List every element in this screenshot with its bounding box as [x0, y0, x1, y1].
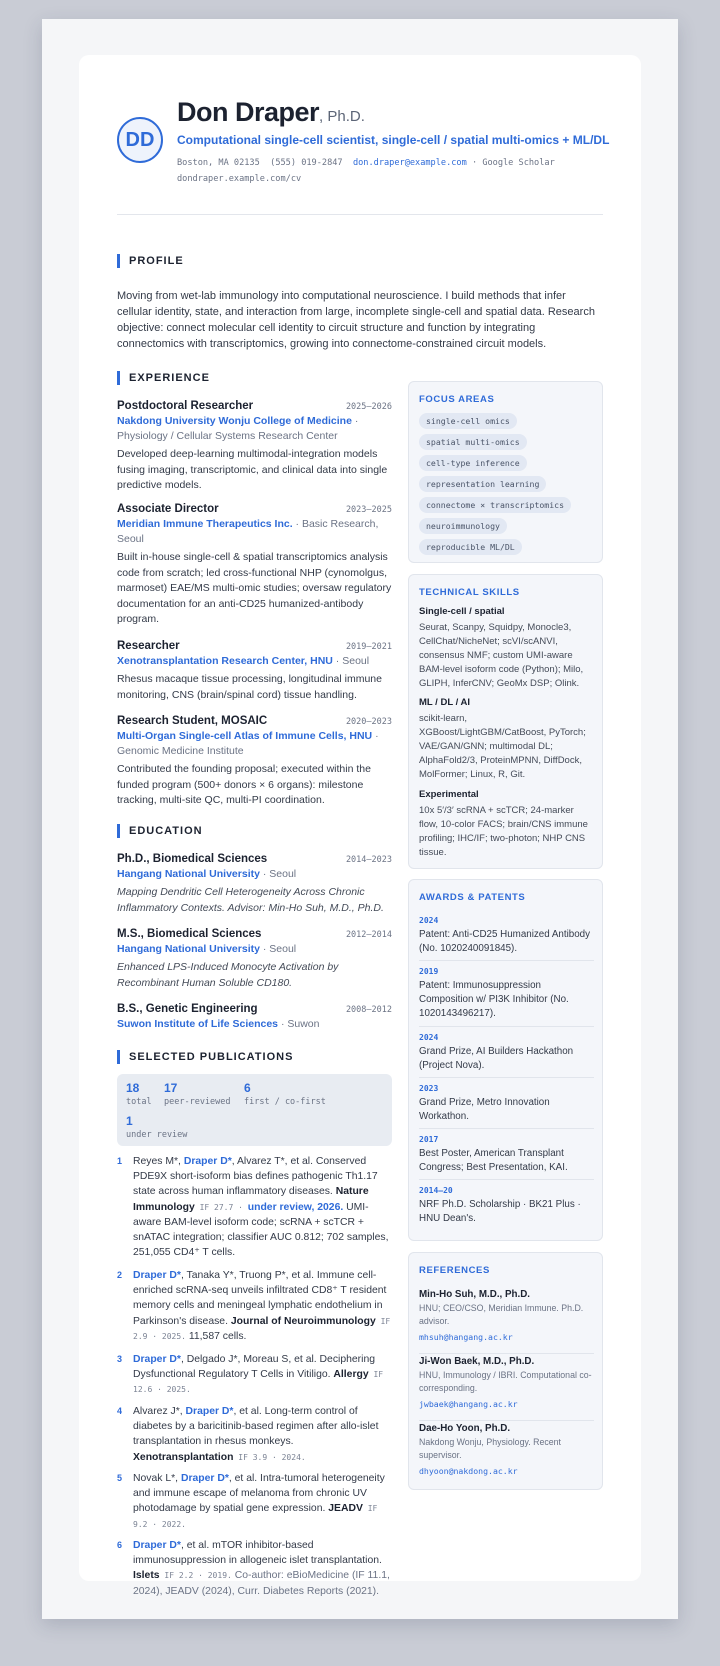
- award-item: 2024 Patent: Anti-CD25 Humanized Antibody (No. 1020240091845).: [419, 916, 591, 954]
- skill-group-heading: Single-cell / spatial: [419, 606, 505, 617]
- focus-tag: single-cell omics: [419, 413, 517, 429]
- degree-dates: 2008–2012: [345, 1005, 392, 1015]
- school-location: · Seoul: [259, 868, 297, 880]
- job-role: Associate Director: [117, 503, 219, 515]
- degree-dates: 2012–2014: [345, 930, 392, 940]
- degree-dates: 2014–2023: [345, 855, 392, 865]
- skill-group-body: Seurat, Scanpy, Squidpy, Monocle3, CellChat/NicheNet; scVI/scANVI, consensus NMF; custom UMI-aware BAM-level isoform code (Python); Milo, GLIPH, InferCNV; GeoMx DSP; Olink.: [419, 622, 584, 689]
- award-divider: [419, 1179, 594, 1180]
- reference-email[interactable]: jwbaek@hangang.ac.kr: [419, 1399, 518, 1409]
- publication-item: 2 Draper D*, Tanaka Y*, Truong P*, et al. Immune cell-enriched scRNA-seq unveils infiltrated CD8⁺ T resident memory cells and meningeal lymphatic endothelium in Parkinson's disease. Journal of Neuroimmunology IF 2.9 · 2025. 11,587 cells.: [117, 1270, 391, 1342]
- job-role: Research Student, MOSAIC: [117, 715, 268, 727]
- location: Boston, MA 02135: [177, 158, 260, 168]
- resume-sheet: [42, 19, 678, 1619]
- stat-peer-reviewed: 17 peer-reviewed: [164, 1081, 231, 1107]
- award-divider: [419, 1026, 594, 1027]
- technical-skills-panel: [408, 574, 603, 869]
- reference-email[interactable]: mhsuh@hangang.ac.kr: [419, 1332, 513, 1342]
- publication-item: 3 Draper D*, Delgado J*, Moreau S, et al. Deciphering Dysfunctional Regulatory T Cells in Vitiligo. Allergy IF 12.6 · 2025.: [117, 1354, 384, 1395]
- award-divider: [419, 1128, 594, 1129]
- job-detail: · Genomic Medicine Institute: [117, 730, 379, 757]
- reference-item: [419, 1289, 594, 1342]
- school-location: · Seoul: [259, 943, 297, 955]
- reference-item: [419, 1356, 594, 1409]
- reference-name: Dae-Ho Yoon, Ph.D.: [419, 1423, 511, 1434]
- job-description: Developed deep-learning multimodal-integration models fusing imaging, transcriptomic, and clinical data into single predictive models.: [117, 448, 388, 491]
- job-description: Contributed the founding proposal; executed within the funded program (500+ donors × 6 organs): milestone tracking, multi-site QC, multi-PI coordination.: [117, 763, 371, 806]
- job-role: Researcher: [117, 640, 180, 652]
- focus-areas-panel: [408, 381, 603, 563]
- reference-item: [419, 1423, 594, 1476]
- awards-heading: AWARDS & PATENTS: [419, 892, 526, 903]
- email-link[interactable]: don.draper@example.com: [352, 158, 467, 168]
- publication-item: 1 Reyes M*, Draper D*, Alvarez T*, et al. Conserved PDE9X short-isoform bias defines pathogenic Th1.17 state across human inflammatory diseases. Nature Immunology IF 27.7 · under review, 2026. UMI-aware BAM-level isoform code; scRNA + scTCR + snATAC integration; classifier AUC 0.812; 702 samples, 251,055 CD4⁺ T cells.: [117, 1156, 389, 1259]
- header-divider: [117, 214, 603, 215]
- experience-heading: EXPERIENCE: [117, 371, 210, 385]
- publication-item: 6 Draper D*, et al. mTOR inhibitor-based immunosuppression in allogeneic islet transplantation. Islets IF 2.2 · 2019. Co-author: eBioMedicine (IF 11.1, 2024), JEADV (2024), Curr. Diabetes Reports (2021).: [117, 1540, 390, 1597]
- skill-group-heading: ML / DL / AI: [419, 697, 471, 708]
- degree: M.S., Biomedical Sciences: [117, 928, 262, 940]
- award-item: 2023 Grand Prize, Metro Innovation Workathon.: [419, 1084, 550, 1122]
- degree: Ph.D., Biomedical Sciences: [117, 853, 268, 865]
- skill-group-heading: Experimental: [419, 789, 479, 800]
- focus-tag: reproducible ML/DL: [419, 539, 522, 555]
- scholar-link[interactable]: Google Scholar: [482, 158, 555, 168]
- award-divider: [419, 1077, 594, 1078]
- publication-number: 5: [117, 1473, 123, 1483]
- reference-email[interactable]: dhyoon@nakdong.ac.kr: [419, 1466, 518, 1476]
- name-line: [177, 97, 365, 128]
- references-heading: REFERENCES: [419, 1265, 490, 1276]
- full-name: Don Draper: [177, 97, 320, 127]
- resume-card: [79, 55, 641, 1597]
- thesis: Enhanced LPS-Induced Monocyte Activation by Recombinant Human Soluble CD180.: [117, 961, 339, 989]
- experience-item: [117, 715, 392, 809]
- award-item: 2019 Patent: Immunosuppression Composition w/ PI3K Inhibitor (No. 1020143496217).: [419, 967, 569, 1019]
- contact-info: Boston, MA 02135 (555) 019-2847 don.draper@example.com · Google Scholar dondraper.example.com/cv: [177, 158, 555, 184]
- reference-divider: [419, 1353, 594, 1354]
- focus-tag: cell-type inference: [419, 455, 527, 471]
- tagline: Computational single-cell scientist, single-cell / spatial multi-omics + ML/DL: [177, 133, 610, 147]
- education-item: [117, 1003, 392, 1032]
- publication-item: 4 Alvarez J*, Draper D*, et al. Long-term control of diabetes by a baricitinib-based regimen after allo-islet transplantation in rhesus monkeys. Xenotransplantation IF 3.9 · 2024.: [117, 1406, 379, 1463]
- initials-avatar: DD: [117, 117, 163, 163]
- awards-panel: [408, 879, 603, 1241]
- stat-under-review: 1 under review: [126, 1114, 188, 1140]
- skill-group-body: 10x 5′/3′ scRNA + scTCR; 24-marker flow, 10-color FACS; brain/CNS immune profiling; IHC/IF; two-photon; NHP CNS tissue.: [419, 805, 588, 858]
- school: Hangang National University: [117, 868, 260, 880]
- reference-affiliation: Nakdong Wonju, Physiology. Recent supervisor.: [419, 1437, 561, 1460]
- website-link[interactable]: dondraper.example.com/cv: [177, 174, 302, 184]
- skills-heading: TECHNICAL SKILLS: [419, 587, 520, 598]
- job-description: Built in-house single-cell & spatial transcriptomics analysis code from scratch; led cross-functional NHP (cynomolgus, marmoset) EAE/MS multi-omic studies; oversaw regulatory documentation for an anti-CD25 humanized-antibody program.: [117, 551, 392, 625]
- school-location: · Suwon: [278, 1018, 320, 1030]
- education-item: [117, 928, 392, 991]
- focus-tag: neuroimmunology: [419, 518, 507, 534]
- reference-affiliation: HNU, Immunology / IBRI. Computational co-corresponding.: [419, 1370, 592, 1393]
- job-org: Multi-Organ Single-cell Atlas of Immune Cells, HNU: [117, 730, 373, 742]
- publication-number: 4: [117, 1406, 123, 1416]
- award-divider: [419, 960, 594, 961]
- reference-name: Ji-Won Baek, M.D., Ph.D.: [419, 1356, 535, 1367]
- profile-heading: PROFILE: [117, 254, 184, 268]
- job-description: Rhesus macaque tissue processing, longitudinal immune monitoring, CNS (brain/spinal cord) tissue handling.: [117, 673, 382, 701]
- award-item: 2014–20 NRF Ph.D. Scholarship · BK21 Plus · HNU Dean's.: [419, 1186, 581, 1224]
- degree: B.S., Genetic Engineering: [117, 1003, 258, 1015]
- focus-areas-heading: FOCUS AREAS: [419, 394, 495, 405]
- publication-number: 1: [117, 1156, 123, 1166]
- reference-affiliation: HNU; CEO/CSO, Meridian Immune. Ph.D. advisor.: [419, 1303, 584, 1326]
- job-detail: · Seoul: [332, 655, 370, 667]
- phone: (555) 019-2847: [270, 158, 343, 168]
- job-org: Meridian Immune Therapeutics Inc.: [117, 518, 293, 530]
- job-detail: · Physiology / Cellular Systems Research Center: [117, 415, 359, 442]
- publication-stats: [117, 1074, 392, 1146]
- experience-item: [117, 400, 392, 494]
- focus-tag: spatial multi-omics: [419, 434, 527, 450]
- job-dates: 2019–2021: [345, 642, 392, 652]
- reference-divider: [419, 1420, 594, 1421]
- experience-item: [117, 640, 392, 703]
- experience-item: [117, 503, 392, 628]
- job-dates: 2023–2025: [345, 505, 392, 515]
- stat-total: 18 total: [126, 1081, 152, 1107]
- publications-heading: SELECTED PUBLICATIONS: [117, 1050, 293, 1064]
- publication-number: 2: [117, 1270, 123, 1280]
- job-role: Postdoctoral Researcher: [117, 400, 254, 412]
- publication-number: 3: [117, 1354, 123, 1364]
- focus-tag: representation learning: [419, 476, 546, 492]
- publication-number: 6: [117, 1540, 123, 1550]
- award-item: 2017 Best Poster, American Transplant Congress; Best Presentation, KAI.: [419, 1135, 568, 1173]
- job-dates: 2020–2023: [345, 717, 392, 727]
- job-org: Xenotransplantation Research Center, HNU: [117, 655, 333, 667]
- reference-name: Min-Ho Suh, M.D., Ph.D.: [419, 1289, 531, 1300]
- focus-tag: connectome × transcriptomics: [419, 497, 571, 513]
- award-item: 2024 Grand Prize, AI Builders Hackathon (Project Nova).: [419, 1033, 574, 1071]
- school: Suwon Institute of Life Sciences: [117, 1018, 279, 1030]
- education-item: [117, 853, 392, 916]
- skill-group-body: scikit-learn, XGBoost/LightGBM/CatBoost, PyTorch; VAE/GAN/GNN; multimodal DL; AlphaFold2/3, ProteinMPNN, DiffDock, MolFormer; Linux, R, Git.: [419, 713, 586, 780]
- school: Hangang National University: [117, 943, 260, 955]
- publication-item: 5 Novak L*, Draper D*, et al. Intra-tumoral heterogeneity and immune escape of melanoma from chronic UV photodamage by spatial gene expression. JEADV IF 9.2 · 2022.: [117, 1473, 385, 1529]
- education-heading: EDUCATION: [117, 824, 203, 838]
- references-panel: [408, 1252, 603, 1490]
- profile-text: Moving from wet-lab immunology into computational neuroscience. I build methods that infer cellular identity, state, and interaction from large, incomplete single-cell and spatial data. Research objective: connect molecular cell identity to circuit structure and function by integrating connectomics with transcriptomics, growing into connectome-constrained circuit models.: [117, 290, 595, 350]
- job-detail: · Basic Research, Seoul: [117, 518, 379, 545]
- job-dates: 2025–2026: [345, 402, 392, 412]
- job-org: Nakdong University Wonju College of Medicine: [117, 415, 352, 427]
- credential: , Ph.D.: [319, 108, 365, 125]
- thesis: Mapping Dendritic Cell Heterogeneity Across Chronic Inflammatory Contexts. Advisor: Min-Ho Suh, M.D., Ph.D.: [117, 886, 384, 914]
- stat-first-author: 6 first / co-first: [244, 1081, 326, 1107]
